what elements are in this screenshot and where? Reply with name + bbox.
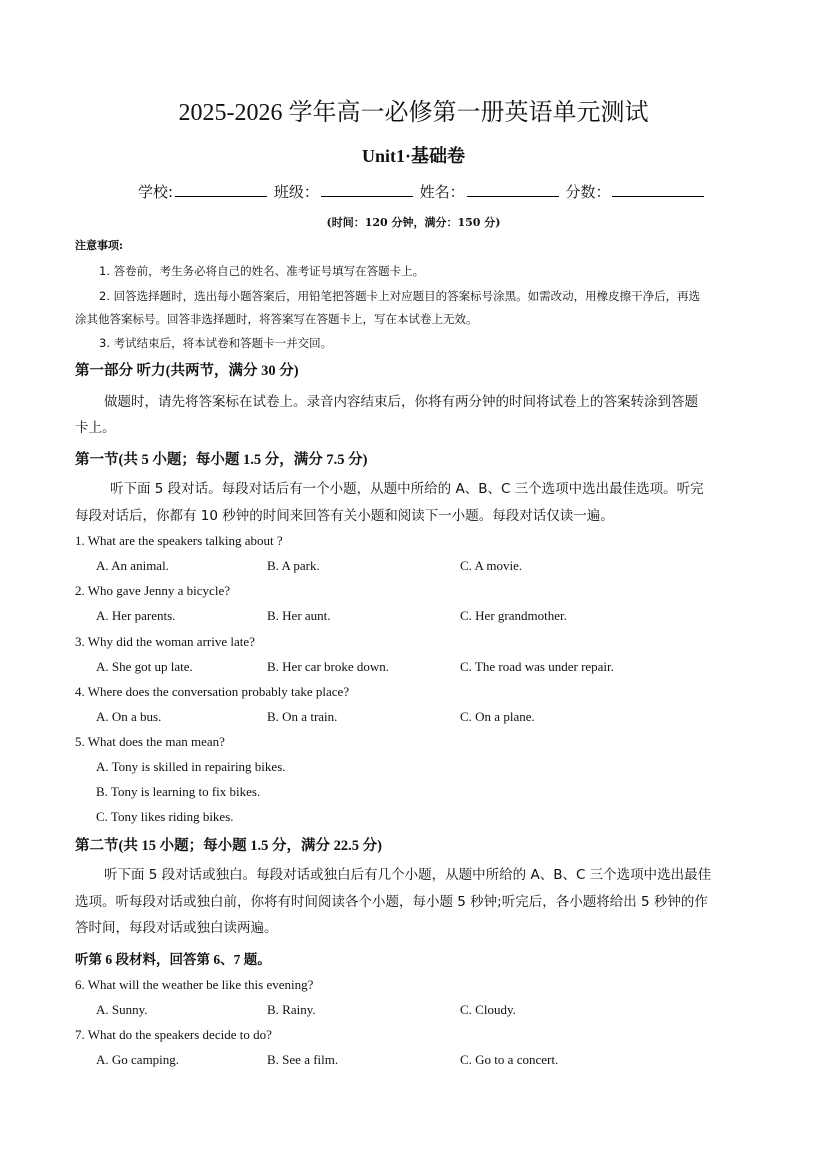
- option-b: B. Her car broke down.: [267, 659, 390, 674]
- part1-intro: 卡上。: [75, 420, 116, 436]
- section2-heading: 第二节(共 15 小题；每小题 1.5 分，满分 22.5 分): [75, 838, 382, 854]
- option-b: B. Tony is learning to fix bikes.: [96, 784, 261, 799]
- name-label: 姓名：: [419, 183, 465, 201]
- notice-item: 1. 答卷前，考生务必将自己的姓名、准考证号填写在答题卡上。: [99, 264, 425, 278]
- option-a: A. An animal.: [96, 558, 169, 573]
- option-b: B. Rainy.: [267, 1002, 316, 1017]
- option-b: B. On a train.: [267, 709, 338, 724]
- score-blank: [612, 182, 704, 197]
- section1-intro: 每段对话后，你都有 10 秒钟的时间来回答有关小题和阅读下一小题。每段对话仅读一遍。: [75, 508, 614, 524]
- option-c: C. A movie.: [460, 558, 523, 573]
- section1-heading: 第一节(共 5 小题；每小题 1.5 分，满分 7.5 分): [75, 452, 368, 468]
- question-text: 6. What will the weather be like this evening?: [75, 977, 314, 992]
- section2-intro: 答时间，每段对话或独白读两遍。: [75, 920, 278, 936]
- school-blank: [175, 182, 267, 197]
- part1-intro: 做题时，请先将答案标在试卷上。录音内容结束后，你将有两分钟的时间将试卷上的答案转涂到答题: [104, 394, 698, 410]
- option-c: C. Cloudy.: [460, 1002, 516, 1017]
- notice-item: 2. 回答选择题时，选出每小题答案后，用铅笔把答题卡上对应题目的答案标号涂黑。如需改动，用橡皮擦干净后，再选: [99, 289, 701, 303]
- question-text: 1. What are the speakers talking about ?: [75, 533, 283, 548]
- option-a: A. On a bus.: [96, 709, 162, 724]
- exam-subtitle: Unit1·基础卷: [361, 146, 465, 166]
- option-a: A. Sunny.: [96, 1002, 148, 1017]
- option-c: C. The road was under repair.: [460, 659, 614, 674]
- option-a: A. Her parents.: [96, 608, 176, 623]
- question-text: 2. Who gave Jenny a bicycle?: [75, 583, 230, 598]
- student-info-line: [138, 181, 706, 202]
- question-text: 5. What does the man mean?: [75, 734, 225, 749]
- class-label: 班级：: [273, 183, 319, 201]
- option-b: B. A park.: [267, 558, 320, 573]
- class-blank: [321, 182, 413, 197]
- name-blank: [467, 182, 559, 197]
- option-a: A. She got up late.: [96, 659, 193, 674]
- question-text: 7. What do the speakers decide to do?: [75, 1027, 272, 1042]
- score-label: 分数：: [565, 183, 611, 201]
- option-a: A. Tony is skilled in repairing bikes.: [96, 759, 286, 774]
- section2-intro: 选项。听每段对话或独白前，你将有时间阅读各个小题，每小题 5 秒钟;听完后，各小题将给出 5 秒钟的作: [75, 894, 708, 910]
- option-a: A. Go camping.: [96, 1052, 180, 1067]
- section1-intro: 听下面 5 段对话。每段对话后有一个小题，从题中所给的 A、B、C 三个选项中选出最佳选项。听完: [110, 481, 704, 497]
- exam-title: 2025-2026 学年高一必修第一册英语单元测试: [178, 100, 649, 126]
- notice-item: 涂其他答案标号。回答非选择题时，将答案写在答题卡上，写在本试卷上无效。: [75, 312, 478, 326]
- notice-item: 3. 考试结束后，将本试卷和答题卡一并交回。: [99, 336, 333, 350]
- part1-heading: 第一部分 听力(共两节，满分 30 分): [75, 363, 299, 379]
- time-info: (时间：120 分钟，满分：150 分): [326, 216, 501, 229]
- option-b: B. Her aunt.: [267, 608, 331, 623]
- option-b: B. See a film.: [267, 1052, 339, 1067]
- option-c: C. On a plane.: [460, 709, 535, 724]
- material-instruction: 听第 6 段材料，回答第 6、7 题。: [75, 952, 271, 967]
- question-text: 4. Where does the conversation probably take place?: [75, 684, 350, 699]
- school-label: 学校:: [138, 183, 174, 201]
- option-c: C. Her grandmother.: [460, 608, 567, 623]
- section2-intro: 听下面 5 段对话或独白。每段对话或独白后有几个小题，从题中所给的 A、B、C 三个选项中选出最佳: [104, 867, 712, 883]
- question-text: 3. Why did the woman arrive late?: [75, 634, 255, 649]
- option-c: C. Tony likes riding bikes.: [96, 809, 234, 824]
- notice-heading: 注意事项:: [75, 239, 124, 252]
- option-c: C. Go to a concert.: [460, 1052, 559, 1067]
